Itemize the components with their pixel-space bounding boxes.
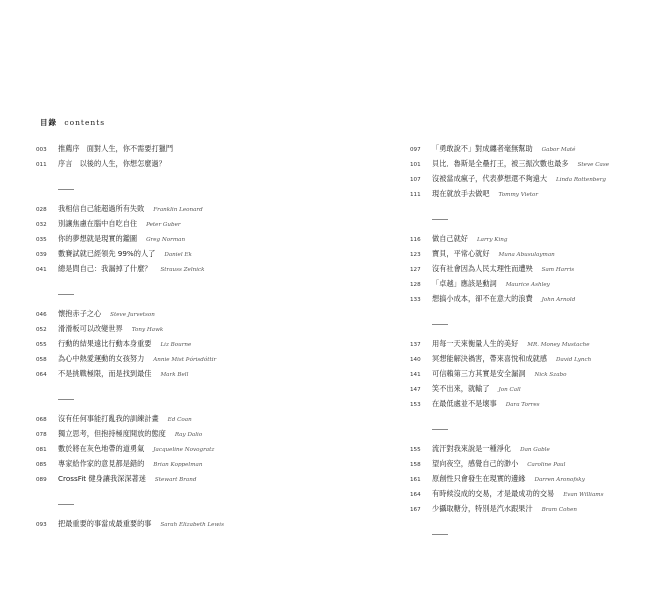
author-name: Bram Cohen — [541, 507, 578, 513]
chapter-title: 沒有任何事能打亂我的訓練計畫 — [58, 414, 159, 423]
chapter-title: 望向夜空，感覺自己的渺小 — [432, 459, 519, 468]
page-number: 167 — [410, 507, 421, 513]
toc-entry[interactable] — [410, 444, 655, 459]
toc-heading-en: contents — [64, 118, 106, 127]
author-name: Darren Aronofsky — [534, 477, 585, 483]
toc-entry[interactable] — [36, 144, 316, 159]
chapter-title: 笑不出來，就輸了 — [432, 384, 490, 393]
author-name: Maurice Ashley — [505, 282, 550, 288]
author-name: MR. Money Mustache — [527, 342, 590, 348]
chapter-title: 用每一天來衡量人生的美好 — [432, 339, 519, 348]
author-name: Daniel Ek — [164, 252, 192, 258]
toc-entry[interactable] — [410, 504, 655, 519]
toc-entry[interactable] — [410, 279, 655, 294]
page-number: 137 — [410, 342, 421, 348]
toc-entry[interactable] — [410, 354, 655, 369]
section-divider — [36, 174, 316, 204]
chapter-title: 做自己就好 — [432, 234, 468, 243]
toc-entry[interactable] — [36, 219, 316, 234]
toc-entry[interactable] — [410, 384, 655, 399]
chapter-title: 獨立思考，但抱持極度開放的態度 — [58, 429, 166, 438]
divider-line — [432, 324, 448, 325]
author-name: Tommy Vietor — [498, 192, 539, 198]
chapter-title: 數於將在灰色地帶的道勇氣 — [58, 444, 145, 453]
author-name: Dan Gable — [520, 447, 550, 453]
page-number: 107 — [410, 177, 421, 183]
chapter-title: 專家給作家的意見都是錯的 — [58, 459, 145, 468]
section-divider — [410, 204, 655, 234]
chapter-title: 少攝取糖分，特別是汽水跟果汁 — [432, 504, 533, 513]
author-name: Ray Dalio — [174, 432, 203, 438]
page-number: 011 — [36, 162, 47, 168]
chapter-title: 別讓焦慮在腦中自吃自住 — [58, 219, 138, 228]
page-number: 116 — [410, 237, 421, 243]
chapter-title: 不是挑戰極限，而是找到最佳 — [58, 369, 152, 378]
divider-line — [432, 219, 448, 220]
chapter-title: 貝比．魯斯是全壘打王，被三振次數也最多 — [432, 159, 569, 168]
page-number: 123 — [410, 252, 421, 258]
section-divider — [36, 384, 316, 414]
author-name: Larry King — [476, 237, 508, 243]
toc-right-column — [410, 144, 655, 549]
author-name: David Lynch — [556, 357, 592, 363]
page-number: 164 — [410, 492, 421, 498]
chapter-title: 有時候沒成的交易，才是最成功的交易 — [432, 489, 555, 498]
author-name: Jacqueline Novogratz — [153, 447, 215, 453]
chapter-title: 流汗對我來說是一種淨化 — [432, 444, 512, 453]
toc-entry[interactable] — [410, 369, 655, 384]
page-number: 101 — [410, 162, 421, 168]
page-number: 133 — [410, 297, 421, 303]
toc-entry[interactable] — [36, 159, 316, 174]
toc-entry[interactable] — [410, 399, 655, 414]
toc-entry[interactable] — [36, 474, 316, 489]
chapter-title: 為心中熱愛運動的女孩努力 — [58, 354, 145, 363]
page-number: 155 — [410, 447, 421, 453]
page-number: 032 — [36, 222, 47, 228]
section-divider — [410, 519, 655, 549]
author-name: Gabor Maté — [541, 147, 576, 153]
page-number: 158 — [410, 462, 421, 468]
chapter-title: 滑滑板可以改變世界 — [58, 324, 123, 333]
section-divider — [410, 414, 655, 444]
toc-entry[interactable] — [36, 264, 316, 279]
author-name: Peter Guber — [146, 222, 181, 228]
page-number: 028 — [36, 207, 47, 213]
author-name: Sarah Elizabeth Lewis — [160, 522, 224, 528]
page-number: 085 — [36, 462, 47, 468]
page-number: 078 — [36, 432, 47, 438]
chapter-title: 可信賴第三方其實是安全漏洞 — [432, 369, 526, 378]
page-number: 127 — [410, 267, 421, 273]
chapter-title: 沒被當成瘋子，代表夢想還不夠遠大 — [432, 174, 548, 183]
author-name: Jon Call — [498, 387, 521, 393]
author-name: Brian Koppelman — [153, 462, 203, 468]
toc-entry[interactable] — [36, 234, 316, 249]
chapter-title: 行動的結果遠比行動本身重要 — [58, 339, 152, 348]
toc-entry[interactable] — [410, 264, 655, 279]
page-number: 064 — [36, 372, 47, 378]
page-number: 147 — [410, 387, 421, 393]
toc-entry[interactable] — [36, 309, 316, 324]
author-name: Sam Harris — [541, 267, 575, 273]
chapter-title: 冥想能解決禍害，帶來喜悅和成就感 — [432, 354, 548, 363]
author-name: Stewart Brand — [154, 477, 197, 483]
chapter-title: 沒有社會因為人民太理性而遭殃 — [432, 264, 533, 273]
toc-entry[interactable] — [36, 339, 316, 354]
toc-entry[interactable] — [36, 444, 316, 459]
author-name: Caroline Paul — [527, 462, 566, 468]
author-name: John Arnold — [541, 297, 576, 303]
chapter-title: CrossFit 健身讓我深深著迷 — [58, 474, 146, 483]
toc-entry[interactable] — [410, 189, 655, 204]
toc-entry[interactable] — [36, 249, 316, 264]
section-divider — [410, 309, 655, 339]
author-name: Steve Jurvetson — [110, 312, 155, 318]
page-number: 161 — [410, 477, 421, 483]
chapter-title: 原創性只會發生在現實的邊緣 — [432, 474, 526, 483]
author-name: Franklin Leonard — [153, 207, 203, 213]
chapter-title: 把最重要的事當成最重要的事 — [58, 519, 152, 528]
page-number: 153 — [410, 402, 421, 408]
page-number: 055 — [36, 342, 47, 348]
author-name: Mark Bell — [160, 372, 189, 378]
author-name: Liz Bourne — [160, 342, 192, 348]
page-number: 140 — [410, 357, 421, 363]
section-divider — [36, 279, 316, 309]
toc-heading — [40, 117, 105, 128]
page-number: 041 — [36, 267, 47, 273]
toc-entry[interactable] — [410, 489, 655, 504]
divider-line — [58, 504, 74, 505]
toc-entry[interactable] — [410, 159, 655, 174]
chapter-title: 你的夢想就是現實的鑑圖 — [58, 234, 138, 243]
chapter-title: 現在就放手去做吧 — [432, 189, 490, 198]
toc-entry[interactable] — [410, 174, 655, 189]
toc-entry[interactable] — [410, 459, 655, 474]
author-name: Ed Coan — [167, 417, 192, 423]
divider-line — [58, 189, 74, 190]
chapter-title: 序言 以後的人生，你想怎麼過？ — [58, 159, 166, 168]
toc-entry[interactable] — [410, 339, 655, 354]
toc-entry[interactable] — [410, 294, 655, 309]
toc-entry[interactable] — [36, 414, 316, 429]
page-number: 081 — [36, 447, 47, 453]
chapter-title: 懷抱赤子之心 — [58, 309, 102, 318]
page-number: 097 — [410, 147, 421, 153]
author-name: Steve Case — [577, 162, 610, 168]
toc-entry[interactable] — [36, 429, 316, 444]
divider-line — [58, 294, 74, 295]
page-number: 089 — [36, 477, 47, 483]
page-number: 093 — [36, 522, 47, 528]
page-number: 068 — [36, 417, 47, 423]
chapter-title: 寶貝，平常心就好 — [432, 249, 490, 258]
page-number: 111 — [410, 192, 421, 198]
divider-line — [432, 534, 448, 535]
section-divider — [36, 489, 316, 519]
chapter-title: 「卓越」應該是動詞 — [432, 279, 497, 288]
toc-entry[interactable] — [410, 474, 655, 489]
chapter-title: 「勇敢說不」對成纏者毫無幫助 — [432, 144, 533, 153]
toc-left-column — [36, 144, 316, 534]
page-number: 003 — [36, 147, 47, 153]
toc-entry[interactable] — [36, 324, 316, 339]
author-name: Greg Norman — [146, 237, 186, 243]
toc-entry[interactable] — [410, 249, 655, 264]
chapter-title: 總是問自己：我漏掉了什麼？ — [58, 264, 152, 273]
author-name: Evan Williams — [563, 492, 604, 498]
page-number: 128 — [410, 282, 421, 288]
author-name: Tony Hawk — [131, 327, 164, 333]
page-number: 141 — [410, 372, 421, 378]
chapter-title: 數賽試就已經領先 99%的人了 — [58, 249, 156, 258]
author-name: Nick Szabo — [534, 372, 567, 378]
author-name: Linda Rottenberg — [556, 177, 606, 183]
author-name: Strauss Zelnick — [160, 267, 205, 273]
toc-entry[interactable] — [36, 519, 316, 534]
chapter-title: 推薦序 面對人生，你不需要打獵鬥 — [58, 144, 174, 153]
toc-entry[interactable] — [36, 369, 316, 384]
toc-heading-zh: 目錄 — [40, 118, 57, 127]
chapter-title: 想搞小成本，卻不在意大的浪費 — [432, 294, 533, 303]
author-name: Muna Abusulayman — [498, 252, 555, 258]
author-name: Annie Mist Þórisdóttir — [153, 357, 217, 363]
toc-entry[interactable] — [410, 144, 655, 159]
divider-line — [432, 429, 448, 430]
page-number: 039 — [36, 252, 47, 258]
page-number: 035 — [36, 237, 47, 243]
chapter-title: 在最低處並不是壞事 — [432, 399, 497, 408]
chapter-title: 我相信自己能超過所有失敗 — [58, 204, 145, 213]
toc-entry[interactable] — [36, 459, 316, 474]
author-name: Dara Torres — [505, 402, 540, 408]
page-number: 058 — [36, 357, 47, 363]
page-number: 046 — [36, 312, 47, 318]
divider-line — [58, 399, 74, 400]
toc-entry[interactable] — [36, 204, 316, 219]
toc-entry[interactable] — [36, 354, 316, 369]
page-number: 052 — [36, 327, 47, 333]
toc-entry[interactable] — [410, 234, 655, 249]
